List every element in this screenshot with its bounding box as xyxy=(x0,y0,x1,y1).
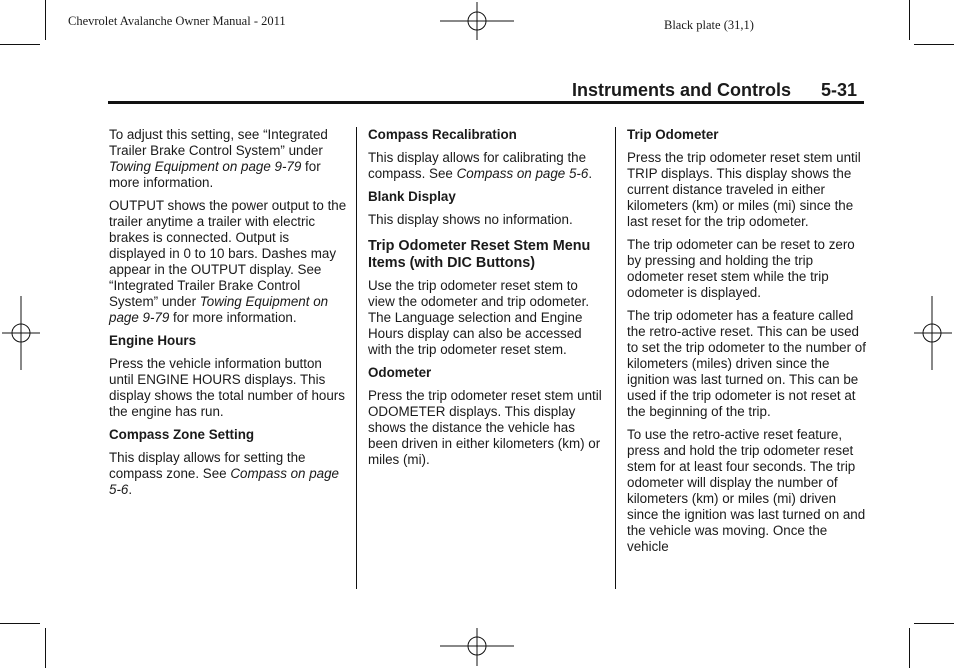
crop-mark xyxy=(0,44,40,45)
cross-reference-link[interactable]: Compass on page 5-6 xyxy=(456,166,589,181)
crop-mark xyxy=(45,0,46,40)
paragraph: To adjust this setting, see “Integrated Trailer Brake Control System” under Towing Equipment on page 9-79 for more information. xyxy=(109,127,328,190)
cross-reference-link[interactable]: Compass on page 5-6 xyxy=(109,466,340,497)
paragraph: This display shows no information. xyxy=(368,212,573,227)
manual-title: Chevrolet Avalanche Owner Manual - 2011 xyxy=(68,14,286,28)
crop-mark xyxy=(909,628,910,668)
crop-mark xyxy=(45,628,46,668)
plate-label: Black plate (31,1) xyxy=(664,18,754,32)
paragraph: The trip odometer can be reset to zero by pressing and holding the trip odometer reset stem while the trip odometer is displayed. xyxy=(627,237,855,300)
subheading-blank-display: Blank Display xyxy=(368,189,456,204)
subheading-trip-odometer: Trip Odometer xyxy=(627,127,719,142)
page-number: 5-31 xyxy=(821,80,858,100)
registration-mark-top-icon xyxy=(440,2,514,40)
paragraph: To use the retro-active reset feature, press and hold the trip odometer reset stem for at least four seconds. The trip odometer will display the number of kilometers (km) or miles (mi) driven since the ignition was last turned on and the vehicle was moving. Once the vehicle xyxy=(627,427,866,554)
column-divider xyxy=(356,127,357,589)
section-title: Instruments and Controls xyxy=(572,80,792,100)
registration-mark-left-icon xyxy=(2,296,40,370)
column-3 xyxy=(627,127,867,562)
column-divider xyxy=(615,127,616,589)
subheading-compass-recalibration: Compass Recalibration xyxy=(368,127,517,142)
paragraph: The trip odometer has a feature called the retro-active reset. This can be used to set the trip odometer to the number of kilometers (miles) driven since the ignition was last turned on. This can be used if the trip odometer is not reset at the beginning of the trip. xyxy=(627,308,866,419)
paragraph: This display allows for setting the compass zone. See Compass on page 5-6. xyxy=(109,450,340,497)
subheading-odometer: Odometer xyxy=(368,365,432,380)
paragraph: Use the trip odometer reset stem to view the odometer and trip odometer. The Language selection and Engine Hours display can also be accessed with the trip odometer reset stem. xyxy=(368,278,590,357)
paragraph: This display allows for calibrating the compass. See Compass on page 5-6. xyxy=(368,150,593,181)
subheading-engine-hours: Engine Hours xyxy=(109,333,197,348)
paragraph: OUTPUT shows the power output to the trailer anytime a trailer with electric brakes is connected. Output is displayed in 0 to 10 bars. Dashes may appear in the OUTPUT display. See “Integrated Trailer Brake Control System” under Towing Equipment on page 9-79 for more information. xyxy=(109,198,347,325)
header-rule xyxy=(108,101,864,104)
paragraph: Press the trip odometer reset stem until ODOMETER displays. This display shows the distance the vehicle has been driven in either kilometers (km) or miles (mi). xyxy=(368,388,602,467)
crop-mark xyxy=(914,44,954,45)
registration-mark-bottom-icon xyxy=(440,628,514,666)
crop-mark xyxy=(914,623,954,624)
cross-reference-link[interactable]: Towing Equipment on page 9-79 xyxy=(109,294,329,325)
column-1 xyxy=(109,127,349,505)
registration-mark-right-icon xyxy=(914,296,952,370)
heading-trip-odometer-menu: Trip Odometer Reset Stem Menu Items (with DIC Buttons) xyxy=(368,238,591,271)
paragraph: Press the trip odometer reset stem until TRIP displays. This display shows the current distance traveled in either kilometers (km) or miles (mi) since the last reset for the trip odometer. xyxy=(627,150,861,229)
crop-mark xyxy=(0,623,40,624)
subheading-compass-zone: Compass Zone Setting xyxy=(109,427,255,442)
crop-mark xyxy=(909,0,910,40)
cross-reference-link[interactable]: Towing Equipment on page 9-79 xyxy=(109,159,302,174)
paragraph: Press the vehicle information button until ENGINE HOURS displays. This display shows the total number of hours the engine has run. xyxy=(109,356,345,419)
section-heading xyxy=(572,80,857,101)
column-2 xyxy=(368,127,604,475)
